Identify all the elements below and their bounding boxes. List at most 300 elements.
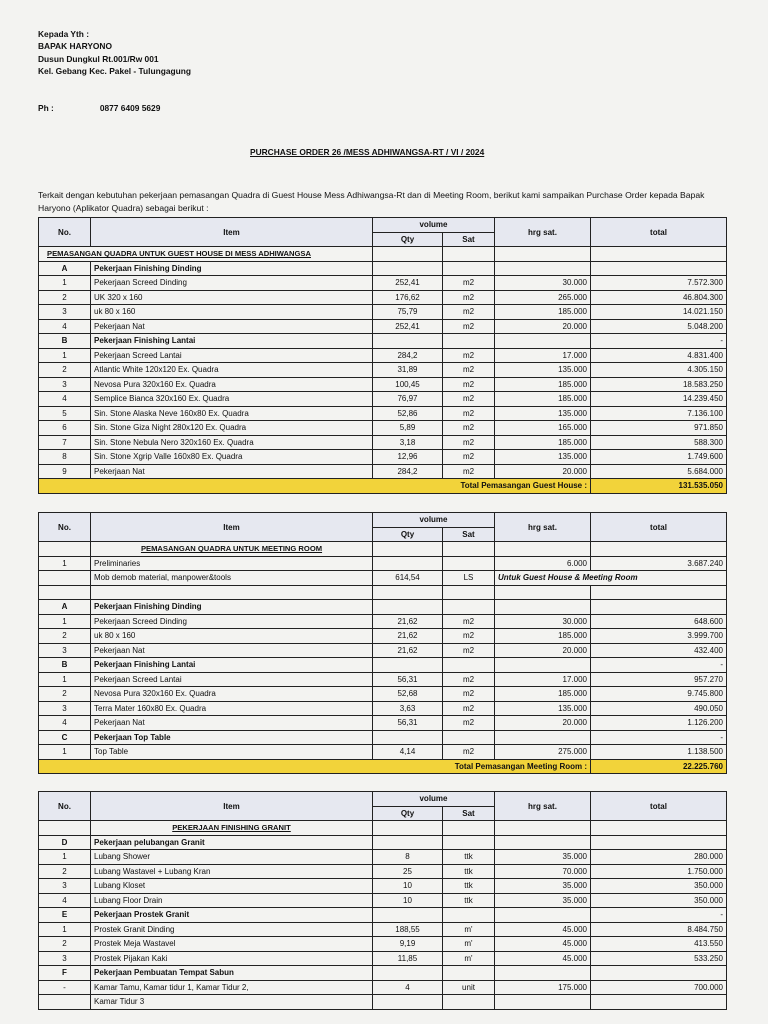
row-unit-price: 185.000 (495, 377, 591, 392)
row-qty: 12,96 (373, 450, 443, 465)
row-item: Mob demob material, manpower&tools (91, 571, 373, 586)
group-code: C (39, 730, 91, 745)
row-unit: m2 (443, 450, 495, 465)
row-unit: m2 (443, 276, 495, 291)
header-unit: Sat (443, 232, 495, 247)
row-unit-price: 185.000 (495, 629, 591, 644)
row-total: 46.804.300 (591, 290, 727, 305)
row-qty: 4 (373, 980, 443, 995)
empty-cell (495, 542, 591, 557)
row-unit-price: 70.000 (495, 864, 591, 879)
empty-cell (373, 658, 443, 673)
row-unit: m2 (443, 363, 495, 378)
group-title: Pekerjaan Finishing Dinding (91, 261, 373, 276)
table-row (39, 363, 727, 378)
row-item: Pekerjaan Screed Dinding (91, 614, 373, 629)
group-code: A (39, 261, 91, 276)
phone-number: 0877 6409 5629 (99, 103, 161, 113)
empty-cell (373, 261, 443, 276)
recipient-name: BAPAK HARYONO (38, 41, 112, 52)
row-unit: m2 (443, 435, 495, 450)
empty-cell (443, 908, 495, 923)
table-row (39, 464, 727, 479)
intro-paragraph: Terkait dengan kebutuhan pekerjaan pemasangan Quadra di Guest House Mess Adhiwangsa-Rt dan di Meeting Room, berikut kami sampaikan Purchase Order kepada Bapak Haryono (Aplikator Quadra) sebagai berikut : (38, 190, 705, 213)
table-row (39, 672, 727, 687)
total-label: Total Pemasangan Guest House : (39, 479, 591, 494)
row-unit-price: 185.000 (495, 687, 591, 702)
group-code: B (39, 658, 91, 673)
row-no: 3 (39, 305, 91, 320)
row-unit: m' (443, 951, 495, 966)
row-unit: m2 (443, 319, 495, 334)
row-qty: 614,54 (373, 571, 443, 586)
row-item: uk 80 x 160 (91, 629, 373, 644)
row-total: 280.000 (591, 850, 727, 865)
row-unit: m' (443, 922, 495, 937)
row-item: Pekerjaan Nat (91, 716, 373, 731)
row-no: 2 (39, 290, 91, 305)
row-item: uk 80 x 160 (91, 305, 373, 320)
table-row (39, 319, 727, 334)
group-row (39, 730, 727, 745)
empty-cell (495, 821, 591, 836)
header-total: total (591, 218, 727, 247)
empty-cell (443, 600, 495, 615)
total-row (39, 759, 727, 774)
blank-row (39, 585, 727, 600)
row-no: 3 (39, 643, 91, 658)
row-qty: 11,85 (373, 951, 443, 966)
empty-cell (373, 966, 443, 981)
group-total: - (591, 658, 727, 673)
empty-cell (591, 821, 727, 836)
group-title: Pekerjaan Finishing Lantai (91, 334, 373, 349)
empty-cell (443, 247, 495, 262)
empty-cell (495, 247, 591, 262)
table-row (39, 276, 727, 291)
table-row (39, 937, 727, 952)
row-total: 9.745.800 (591, 687, 727, 702)
empty-cell (91, 585, 373, 600)
row-total: 4.305.150 (591, 363, 727, 378)
row-qty: 52,86 (373, 406, 443, 421)
row-item: Kamar Tamu, Kamar tidur 1, Kamar Tidur 2, (91, 980, 373, 995)
table-row (39, 614, 727, 629)
header-unit: Sat (443, 806, 495, 821)
row-unit: m2 (443, 464, 495, 479)
row-total: 533.250 (591, 951, 727, 966)
row-no: 4 (39, 893, 91, 908)
row-total: 700.000 (591, 980, 727, 995)
empty-cell (495, 730, 591, 745)
group-row (39, 600, 727, 615)
row-unit: m2 (443, 614, 495, 629)
empty-cell (495, 334, 591, 349)
recipient-line: Kepada Yth : (38, 29, 90, 39)
row-unit: m2 (443, 392, 495, 407)
row-no: - (39, 980, 91, 995)
row-unit-price: 45.000 (495, 922, 591, 937)
row-unit: m2 (443, 305, 495, 320)
empty-cell (373, 556, 443, 571)
table-row (39, 951, 727, 966)
empty-cell (495, 658, 591, 673)
row-unit: m2 (443, 716, 495, 731)
row-qty: 52,68 (373, 687, 443, 702)
row-total: 14.239.450 (591, 392, 727, 407)
row-unit: ttk (443, 864, 495, 879)
row-total: 3.999.700 (591, 629, 727, 644)
row-item: Atlantic White 120x120 Ex. Quadra (91, 363, 373, 378)
row-total: 432.400 (591, 643, 727, 658)
row-unit: ttk (443, 879, 495, 894)
row-unit: m2 (443, 629, 495, 644)
empty-cell (39, 571, 91, 586)
table-row (39, 995, 727, 1010)
row-unit-price: 20.000 (495, 716, 591, 731)
row-unit-price: 20.000 (495, 464, 591, 479)
row-total: 490.050 (591, 701, 727, 716)
row-unit: m2 (443, 406, 495, 421)
row-qty: 9,19 (373, 937, 443, 952)
total-value: 131.535.050 (591, 479, 727, 494)
header-qty: Qty (373, 232, 443, 247)
row-total: 18.583.250 (591, 377, 727, 392)
row-no: 4 (39, 392, 91, 407)
header-item: Item (91, 792, 373, 821)
section-row (39, 542, 727, 557)
empty-cell (591, 247, 727, 262)
phone-label: Ph : (38, 103, 54, 113)
empty-cell (591, 995, 727, 1010)
header-volume: volume (373, 218, 495, 233)
row-no: 1 (39, 672, 91, 687)
row-unit-price: 45.000 (495, 951, 591, 966)
row-unit-price: 135.000 (495, 406, 591, 421)
empty-cell (373, 821, 443, 836)
row-qty: 3,18 (373, 435, 443, 450)
row-qty: 56,31 (373, 672, 443, 687)
row-unit: m2 (443, 421, 495, 436)
header-total: total (591, 792, 727, 821)
row-qty: 56,31 (373, 716, 443, 731)
group-row (39, 966, 727, 981)
table-row (39, 922, 727, 937)
row-no: 4 (39, 716, 91, 731)
group-total (591, 835, 727, 850)
row-unit-price: 265.000 (495, 290, 591, 305)
row-total: 7.136.100 (591, 406, 727, 421)
empty-cell (443, 334, 495, 349)
row-no: 2 (39, 937, 91, 952)
row-no: 1 (39, 850, 91, 865)
table-row (39, 980, 727, 995)
table-header-row (39, 513, 727, 528)
row-unit: m' (443, 937, 495, 952)
row-item: Terra Mater 160x80 Ex. Quadra (91, 701, 373, 716)
row-unit: m2 (443, 290, 495, 305)
group-code: A (39, 600, 91, 615)
empty-cell (495, 835, 591, 850)
table-row (39, 556, 727, 571)
row-qty: 25 (373, 864, 443, 879)
table-row (39, 879, 727, 894)
row-item: Pekerjaan Screed Lantai (91, 672, 373, 687)
empty-cell (373, 334, 443, 349)
row-unit-price: 20.000 (495, 319, 591, 334)
row-qty: 176,62 (373, 290, 443, 305)
empty-cell (495, 585, 591, 600)
row-unit: LS (443, 571, 495, 586)
row-item: Prostek Meja Wastavel (91, 937, 373, 952)
row-unit-price: 185.000 (495, 392, 591, 407)
table-row (39, 745, 727, 760)
empty-cell (443, 995, 495, 1010)
group-title: Pekerjaan Prostek Granit (91, 908, 373, 923)
empty-cell (373, 600, 443, 615)
empty-cell (443, 821, 495, 836)
row-qty: 252,41 (373, 319, 443, 334)
table-row (39, 687, 727, 702)
row-total: 971.850 (591, 421, 727, 436)
row-unit-price: 35.000 (495, 850, 591, 865)
row-qty: 21,62 (373, 643, 443, 658)
row-unit-price: 35.000 (495, 893, 591, 908)
group-code: F (39, 966, 91, 981)
header-unit: Sat (443, 527, 495, 542)
section-title: PEMASANGAN QUADRA UNTUK MEETING ROOM (91, 542, 373, 557)
group-code: E (39, 908, 91, 923)
row-unit-price: 45.000 (495, 937, 591, 952)
row-total: 350.000 (591, 893, 727, 908)
row-qty: 4,14 (373, 745, 443, 760)
row-item: Lubang Shower (91, 850, 373, 865)
header-no: No. (39, 218, 91, 247)
row-unit-price: 135.000 (495, 701, 591, 716)
empty-cell (373, 585, 443, 600)
row-unit: m2 (443, 377, 495, 392)
table-row (39, 421, 727, 436)
empty-cell (443, 261, 495, 276)
row-item: Lubang Floor Drain (91, 893, 373, 908)
row-qty: 76,97 (373, 392, 443, 407)
empty-cell (443, 542, 495, 557)
group-row (39, 658, 727, 673)
group-title: Pekerjaan Top Table (91, 730, 373, 745)
row-item: Pekerjaan Screed Dinding (91, 276, 373, 291)
recipient-block (38, 28, 191, 78)
meeting-room-table (38, 512, 727, 774)
header-qty: Qty (373, 527, 443, 542)
row-unit: m2 (443, 687, 495, 702)
row-item: Sin. Stone Xgrip Valle 160x80 Ex. Quadra (91, 450, 373, 465)
row-item: Pekerjaan Screed Lantai (91, 348, 373, 363)
table-row (39, 450, 727, 465)
row-total: 588.300 (591, 435, 727, 450)
group-code: B (39, 334, 91, 349)
empty-cell (495, 908, 591, 923)
group-title: Pekerjaan Finishing Dinding (91, 600, 373, 615)
empty-cell (373, 995, 443, 1010)
empty-cell (443, 658, 495, 673)
section-title: PEMASANGAN QUADRA UNTUK GUEST HOUSE DI MESS ADHIWANGSA (39, 247, 373, 262)
row-no: 3 (39, 951, 91, 966)
guest-house-table (38, 217, 727, 494)
section-row (39, 247, 727, 262)
row-item: Sin. Stone Nebula Nero 320x160 Ex. Quadra (91, 435, 373, 450)
row-no: 3 (39, 701, 91, 716)
empty-cell (39, 542, 91, 557)
row-item: Top Table (91, 745, 373, 760)
row-unit: m2 (443, 643, 495, 658)
table-row (39, 716, 727, 731)
table-row (39, 893, 727, 908)
empty-cell (443, 730, 495, 745)
table-row (39, 290, 727, 305)
row-unit-price: 6.000 (495, 556, 591, 571)
table-row (39, 305, 727, 320)
empty-cell (495, 995, 591, 1010)
po-title: PURCHASE ORDER 26 /MESS ADHIWANGSA-RT / VI / 2024 (250, 147, 485, 157)
row-qty: 188,55 (373, 922, 443, 937)
table-row (39, 864, 727, 879)
recipient-address: Kel. Gebang Kec. Pakel - Tulungagung (38, 66, 191, 77)
row-unit-price: 135.000 (495, 363, 591, 378)
header-unit-price: hrg sat. (495, 792, 591, 821)
row-qty: 10 (373, 879, 443, 894)
row-item: Semplice Bianca 320x160 Ex. Quadra (91, 392, 373, 407)
empty-cell (373, 835, 443, 850)
row-qty: 75,79 (373, 305, 443, 320)
row-unit-price: 185.000 (495, 305, 591, 320)
header-item: Item (91, 513, 373, 542)
row-no: 1 (39, 922, 91, 937)
row-unit-price: 175.000 (495, 980, 591, 995)
table-row (39, 701, 727, 716)
row-total: 8.484.750 (591, 922, 727, 937)
group-total: - (591, 730, 727, 745)
empty-cell (373, 247, 443, 262)
row-total: 957.270 (591, 672, 727, 687)
row-unit-price: 30.000 (495, 614, 591, 629)
row-item: Prostek Pijakan Kaki (91, 951, 373, 966)
row-no: 3 (39, 879, 91, 894)
row-qty: 100,45 (373, 377, 443, 392)
row-no: 2 (39, 363, 91, 378)
row-total: 648.600 (591, 614, 727, 629)
empty-cell (443, 556, 495, 571)
row-item: Kamar Tidur 3 (91, 995, 373, 1010)
row-no: 2 (39, 864, 91, 879)
total-value: 22.225.760 (591, 759, 727, 774)
row-item: Nevosa Pura 320x160 Ex. Quadra (91, 377, 373, 392)
table-row (39, 571, 727, 586)
row-qty: 5,89 (373, 421, 443, 436)
row-unit: ttk (443, 850, 495, 865)
table-row (39, 406, 727, 421)
table-row (39, 377, 727, 392)
row-no: 3 (39, 377, 91, 392)
empty-cell (39, 995, 91, 1010)
row-unit-price: 165.000 (495, 421, 591, 436)
row-unit-price: 30.000 (495, 276, 591, 291)
recipient-address: Dusun Dungkul Rt.001/Rw 001 (38, 53, 159, 64)
row-total: 5.048.200 (591, 319, 727, 334)
header-item: Item (91, 218, 373, 247)
row-total: 7.572.300 (591, 276, 727, 291)
row-qty: 252,41 (373, 276, 443, 291)
row-item: Preliminaries (91, 556, 373, 571)
row-no: 2 (39, 687, 91, 702)
row-qty: 3,63 (373, 701, 443, 716)
row-item: Prostek Granit Dinding (91, 922, 373, 937)
empty-cell (373, 908, 443, 923)
row-item: Pekerjaan Nat (91, 464, 373, 479)
header-qty: Qty (373, 806, 443, 821)
group-code: D (39, 835, 91, 850)
row-unit: m2 (443, 672, 495, 687)
row-no: 9 (39, 464, 91, 479)
empty-cell (495, 600, 591, 615)
table-row (39, 629, 727, 644)
row-item: Sin. Stone Alaska Neve 160x80 Ex. Quadra (91, 406, 373, 421)
row-item: Lubang Wastavel + Lubang Kran (91, 864, 373, 879)
row-unit-price: 20.000 (495, 643, 591, 658)
row-note: Untuk Guest House & Meeting Room (495, 571, 727, 586)
row-unit-price: 17.000 (495, 672, 591, 687)
header-volume: volume (373, 792, 495, 807)
table-row (39, 850, 727, 865)
row-no: 1 (39, 348, 91, 363)
empty-cell (39, 821, 91, 836)
row-item: Sin. Stone Giza Night 280x120 Ex. Quadra (91, 421, 373, 436)
row-item: UK 320 x 160 (91, 290, 373, 305)
empty-cell (591, 585, 727, 600)
empty-cell (495, 261, 591, 276)
total-label: Total Pemasangan Meeting Room : (39, 759, 591, 774)
row-total: 14.021.150 (591, 305, 727, 320)
row-no: 5 (39, 406, 91, 421)
recipient-phone (38, 103, 160, 113)
group-title: Pekerjaan Finishing Lantai (91, 658, 373, 673)
row-no: 1 (39, 745, 91, 760)
table-header-row (39, 218, 727, 233)
group-title: Pekerjaan pelubangan Granit (91, 835, 373, 850)
table-header-row (39, 792, 727, 807)
empty-cell (39, 585, 91, 600)
row-total: 1.126.200 (591, 716, 727, 731)
table-row (39, 435, 727, 450)
group-row (39, 908, 727, 923)
row-qty: 21,62 (373, 629, 443, 644)
group-row (39, 334, 727, 349)
empty-cell (373, 730, 443, 745)
row-item: Pekerjaan Nat (91, 319, 373, 334)
empty-cell (495, 966, 591, 981)
group-total (591, 966, 727, 981)
empty-cell (443, 835, 495, 850)
empty-cell (373, 542, 443, 557)
row-unit-price: 185.000 (495, 435, 591, 450)
empty-cell (443, 585, 495, 600)
row-item: Nevosa Pura 320x160 Ex. Quadra (91, 687, 373, 702)
table-row (39, 348, 727, 363)
row-qty: 8 (373, 850, 443, 865)
row-total: 350.000 (591, 879, 727, 894)
section-title: PEKERJAAN FINISHING GRANIT (91, 821, 373, 836)
row-no: 6 (39, 421, 91, 436)
row-qty: 21,62 (373, 614, 443, 629)
